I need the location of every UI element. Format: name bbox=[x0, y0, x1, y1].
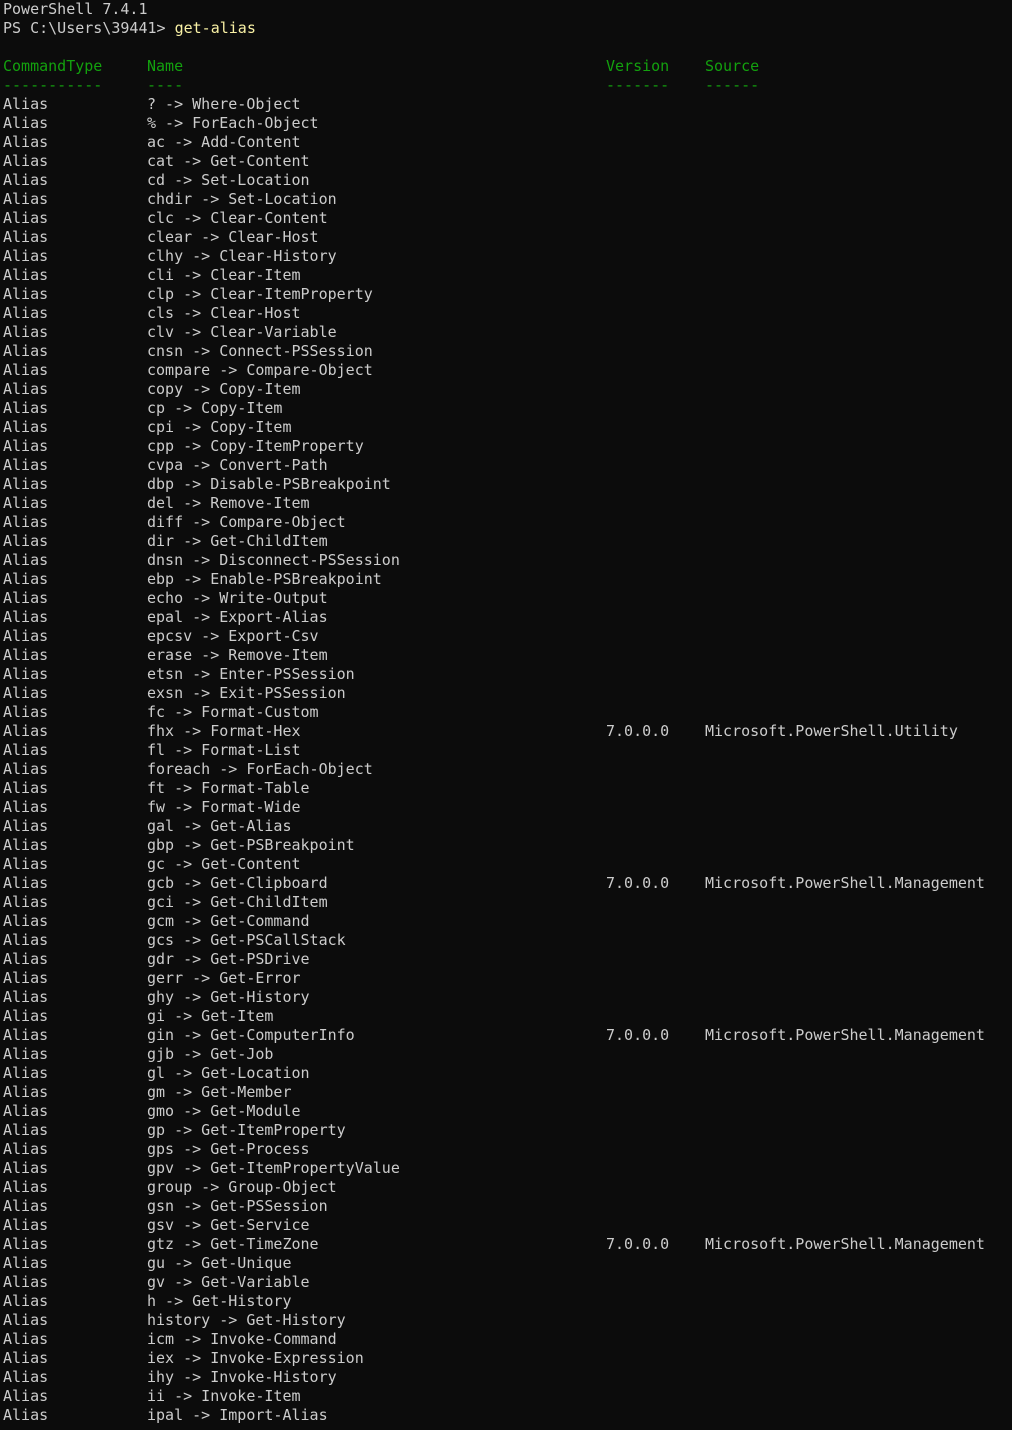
table-row bbox=[3, 874, 1008, 893]
table-row bbox=[3, 760, 1008, 779]
cell-name: cnsn -> Connect-PSSession bbox=[147, 342, 373, 360]
cell-source: Microsoft.PowerShell.Management bbox=[705, 874, 985, 892]
table-row bbox=[3, 1406, 1008, 1425]
cell-name: gc -> Get-Content bbox=[147, 855, 301, 873]
table-row bbox=[3, 437, 1008, 456]
table-row bbox=[3, 912, 1008, 931]
cell-commandtype: Alias bbox=[3, 1045, 49, 1063]
cell-name: ac -> Add-Content bbox=[147, 133, 301, 151]
table-row bbox=[3, 589, 1008, 608]
cell-commandtype: Alias bbox=[3, 190, 49, 208]
table-row bbox=[3, 114, 1008, 133]
powershell-version-line bbox=[3, 0, 1008, 19]
cell-name: cpp -> Copy-ItemProperty bbox=[147, 437, 364, 455]
cell-name: ? -> Where-Object bbox=[147, 95, 301, 113]
cell-name: fl -> Format-List bbox=[147, 741, 301, 759]
table-row bbox=[3, 1178, 1008, 1197]
table-row bbox=[3, 513, 1008, 532]
cell-commandtype: Alias bbox=[3, 1121, 49, 1139]
cell-name: gsn -> Get-PSSession bbox=[147, 1197, 328, 1215]
cell-commandtype: Alias bbox=[3, 133, 49, 151]
cell-commandtype: Alias bbox=[3, 1159, 49, 1177]
table-row bbox=[3, 1235, 1008, 1254]
table-row bbox=[3, 456, 1008, 475]
cell-commandtype: Alias bbox=[3, 209, 49, 227]
cell-name: gci -> Get-ChildItem bbox=[147, 893, 328, 911]
cell-commandtype: Alias bbox=[3, 323, 49, 341]
cell-commandtype: Alias bbox=[3, 171, 49, 189]
table-row bbox=[3, 931, 1008, 950]
table-row bbox=[3, 1102, 1008, 1121]
cell-name: etsn -> Enter-PSSession bbox=[147, 665, 355, 683]
table-row bbox=[3, 1349, 1008, 1368]
cell-commandtype: Alias bbox=[3, 437, 49, 455]
typed-command: get-alias bbox=[174, 19, 256, 37]
cell-name: gdr -> Get-PSDrive bbox=[147, 950, 310, 968]
table-row bbox=[3, 798, 1008, 817]
table-row bbox=[3, 950, 1008, 969]
cell-commandtype: Alias bbox=[3, 551, 49, 569]
table-row bbox=[3, 551, 1008, 570]
table-row bbox=[3, 1197, 1008, 1216]
table-row bbox=[3, 342, 1008, 361]
cell-commandtype: Alias bbox=[3, 1140, 49, 1158]
cell-name: cli -> Clear-Item bbox=[147, 266, 301, 284]
cell-name: ihy -> Invoke-History bbox=[147, 1368, 337, 1386]
cell-commandtype: Alias bbox=[3, 342, 49, 360]
table-row bbox=[3, 133, 1008, 152]
cell-commandtype: Alias bbox=[3, 703, 49, 721]
cell-version: 7.0.0.0 bbox=[606, 1235, 670, 1253]
cell-name: gbp -> Get-PSBreakpoint bbox=[147, 836, 355, 854]
underline-commandtype: ----------- bbox=[3, 76, 103, 94]
table-row bbox=[3, 1368, 1008, 1387]
table-row bbox=[3, 380, 1008, 399]
table-row bbox=[3, 247, 1008, 266]
table-header-row bbox=[3, 57, 1008, 76]
cell-commandtype: Alias bbox=[3, 893, 49, 911]
table-row bbox=[3, 703, 1008, 722]
cell-name: dnsn -> Disconnect-PSSession bbox=[147, 551, 400, 569]
cell-source: Microsoft.PowerShell.Management bbox=[705, 1026, 985, 1044]
cell-commandtype: Alias bbox=[3, 1083, 49, 1101]
cell-name: clhy -> Clear-History bbox=[147, 247, 337, 265]
cell-commandtype: Alias bbox=[3, 285, 49, 303]
cell-commandtype: Alias bbox=[3, 646, 49, 664]
table-row bbox=[3, 1083, 1008, 1102]
cell-commandtype: Alias bbox=[3, 418, 49, 436]
cell-name: ghy -> Get-History bbox=[147, 988, 310, 1006]
cell-name: clp -> Clear-ItemProperty bbox=[147, 285, 373, 303]
table-row bbox=[3, 1387, 1008, 1406]
cell-commandtype: Alias bbox=[3, 855, 49, 873]
prompt: PS C:\Users\39441> bbox=[3, 19, 175, 37]
table-row bbox=[3, 779, 1008, 798]
table-row bbox=[3, 95, 1008, 114]
cell-name: diff -> Compare-Object bbox=[147, 513, 346, 531]
table-header-underline-row bbox=[3, 76, 1008, 95]
cell-commandtype: Alias bbox=[3, 817, 49, 835]
cell-name: h -> Get-History bbox=[147, 1292, 292, 1310]
cell-name: fhx -> Format-Hex bbox=[147, 722, 301, 740]
underline-name: ---- bbox=[147, 76, 184, 94]
cell-commandtype: Alias bbox=[3, 1368, 49, 1386]
table-row bbox=[3, 741, 1008, 760]
cell-commandtype: Alias bbox=[3, 874, 49, 892]
cell-name: ebp -> Enable-PSBreakpoint bbox=[147, 570, 382, 588]
cell-commandtype: Alias bbox=[3, 608, 49, 626]
table-row bbox=[3, 817, 1008, 836]
table-row bbox=[3, 1064, 1008, 1083]
table-row bbox=[3, 608, 1008, 627]
cell-commandtype: Alias bbox=[3, 1007, 49, 1025]
cell-source: Microsoft.PowerShell.Utility bbox=[705, 722, 958, 740]
cell-name: compare -> Compare-Object bbox=[147, 361, 373, 379]
cell-commandtype: Alias bbox=[3, 1235, 49, 1253]
cell-version: 7.0.0.0 bbox=[606, 1026, 670, 1044]
cell-name: exsn -> Exit-PSSession bbox=[147, 684, 346, 702]
cell-commandtype: Alias bbox=[3, 760, 49, 778]
cell-name: icm -> Invoke-Command bbox=[147, 1330, 337, 1348]
cell-name: gcb -> Get-Clipboard bbox=[147, 874, 328, 892]
table-row bbox=[3, 266, 1008, 285]
table-row bbox=[3, 1140, 1008, 1159]
terminal-window[interactable] bbox=[3, 0, 1008, 1425]
cell-commandtype: Alias bbox=[3, 950, 49, 968]
table-row bbox=[3, 627, 1008, 646]
table-row bbox=[3, 1045, 1008, 1064]
cell-commandtype: Alias bbox=[3, 247, 49, 265]
cell-commandtype: Alias bbox=[3, 836, 49, 854]
cell-name: chdir -> Set-Location bbox=[147, 190, 337, 208]
cell-name: ft -> Format-Table bbox=[147, 779, 310, 797]
cell-name: cpi -> Copy-Item bbox=[147, 418, 292, 436]
cell-name: cat -> Get-Content bbox=[147, 152, 310, 170]
cell-name: fc -> Format-Custom bbox=[147, 703, 319, 721]
table-row bbox=[3, 665, 1008, 684]
header-name: Name bbox=[147, 57, 184, 75]
table-row bbox=[3, 646, 1008, 665]
alias-table-body bbox=[3, 95, 1008, 1425]
cell-name: gm -> Get-Member bbox=[147, 1083, 292, 1101]
cell-name: gin -> Get-ComputerInfo bbox=[147, 1026, 355, 1044]
table-row bbox=[3, 532, 1008, 551]
cell-name: fw -> Format-Wide bbox=[147, 798, 301, 816]
cell-name: dir -> Get-ChildItem bbox=[147, 532, 328, 550]
cell-commandtype: Alias bbox=[3, 779, 49, 797]
header-commandtype: CommandType bbox=[3, 57, 103, 75]
cell-commandtype: Alias bbox=[3, 399, 49, 417]
cell-commandtype: Alias bbox=[3, 1273, 49, 1291]
table-row bbox=[3, 1292, 1008, 1311]
cell-commandtype: Alias bbox=[3, 228, 49, 246]
cell-commandtype: Alias bbox=[3, 969, 49, 987]
table-row bbox=[3, 399, 1008, 418]
header-version: Version bbox=[606, 57, 670, 75]
table-row bbox=[3, 893, 1008, 912]
cell-name: gi -> Get-Item bbox=[147, 1007, 274, 1025]
cell-name: clc -> Clear-Content bbox=[147, 209, 328, 227]
cell-commandtype: Alias bbox=[3, 1330, 49, 1348]
cell-name: cp -> Copy-Item bbox=[147, 399, 283, 417]
cell-commandtype: Alias bbox=[3, 1387, 49, 1405]
table-row bbox=[3, 475, 1008, 494]
underline-source: ------ bbox=[705, 76, 760, 94]
cell-name: history -> Get-History bbox=[147, 1311, 346, 1329]
cell-name: group -> Group-Object bbox=[147, 1178, 337, 1196]
table-row bbox=[3, 722, 1008, 741]
table-row bbox=[3, 418, 1008, 437]
cell-name: gl -> Get-Location bbox=[147, 1064, 310, 1082]
table-row bbox=[3, 969, 1008, 988]
table-row bbox=[3, 570, 1008, 589]
cell-commandtype: Alias bbox=[3, 380, 49, 398]
cell-commandtype: Alias bbox=[3, 304, 49, 322]
cell-commandtype: Alias bbox=[3, 513, 49, 531]
cell-commandtype: Alias bbox=[3, 665, 49, 683]
cell-commandtype: Alias bbox=[3, 532, 49, 550]
cell-name: % -> ForEach-Object bbox=[147, 114, 319, 132]
blank-line bbox=[3, 38, 1008, 57]
cell-name: dbp -> Disable-PSBreakpoint bbox=[147, 475, 391, 493]
table-row bbox=[3, 209, 1008, 228]
cell-commandtype: Alias bbox=[3, 114, 49, 132]
table-row bbox=[3, 684, 1008, 703]
cell-commandtype: Alias bbox=[3, 494, 49, 512]
cell-commandtype: Alias bbox=[3, 475, 49, 493]
table-row bbox=[3, 323, 1008, 342]
cell-name: gu -> Get-Unique bbox=[147, 1254, 292, 1272]
cell-name: cls -> Clear-Host bbox=[147, 304, 301, 322]
table-row bbox=[3, 1216, 1008, 1235]
table-row bbox=[3, 1026, 1008, 1045]
cell-version: 7.0.0.0 bbox=[606, 874, 670, 892]
cell-commandtype: Alias bbox=[3, 988, 49, 1006]
cell-name: gsv -> Get-Service bbox=[147, 1216, 310, 1234]
cell-name: gpv -> Get-ItemPropertyValue bbox=[147, 1159, 400, 1177]
cell-commandtype: Alias bbox=[3, 1406, 49, 1424]
version-banner: PowerShell 7.4.1 bbox=[3, 0, 148, 18]
table-row bbox=[3, 228, 1008, 247]
cell-commandtype: Alias bbox=[3, 912, 49, 930]
table-row bbox=[3, 1159, 1008, 1178]
table-row bbox=[3, 171, 1008, 190]
table-row bbox=[3, 1121, 1008, 1140]
underline-version: ------- bbox=[606, 76, 670, 94]
cell-version: 7.0.0.0 bbox=[606, 722, 670, 740]
table-row bbox=[3, 855, 1008, 874]
cell-name: clv -> Clear-Variable bbox=[147, 323, 337, 341]
cell-name: gcm -> Get-Command bbox=[147, 912, 310, 930]
table-row bbox=[3, 285, 1008, 304]
table-row bbox=[3, 494, 1008, 513]
cell-name: gp -> Get-ItemProperty bbox=[147, 1121, 346, 1139]
cell-commandtype: Alias bbox=[3, 1349, 49, 1367]
cell-commandtype: Alias bbox=[3, 741, 49, 759]
cell-commandtype: Alias bbox=[3, 1064, 49, 1082]
cell-name: cd -> Set-Location bbox=[147, 171, 310, 189]
cell-name: gmo -> Get-Module bbox=[147, 1102, 301, 1120]
cell-commandtype: Alias bbox=[3, 1292, 49, 1310]
cell-commandtype: Alias bbox=[3, 1254, 49, 1272]
cell-commandtype: Alias bbox=[3, 266, 49, 284]
table-row bbox=[3, 1273, 1008, 1292]
cell-name: epcsv -> Export-Csv bbox=[147, 627, 319, 645]
cell-commandtype: Alias bbox=[3, 684, 49, 702]
table-row bbox=[3, 190, 1008, 209]
cell-commandtype: Alias bbox=[3, 931, 49, 949]
cell-name: clear -> Clear-Host bbox=[147, 228, 319, 246]
cell-name: gps -> Get-Process bbox=[147, 1140, 310, 1158]
table-row bbox=[3, 988, 1008, 1007]
cell-name: gerr -> Get-Error bbox=[147, 969, 301, 987]
table-row bbox=[3, 361, 1008, 380]
cell-commandtype: Alias bbox=[3, 722, 49, 740]
cell-name: echo -> Write-Output bbox=[147, 589, 328, 607]
table-row bbox=[3, 1254, 1008, 1273]
table-row bbox=[3, 1330, 1008, 1349]
header-source: Source bbox=[705, 57, 760, 75]
cell-name: gtz -> Get-TimeZone bbox=[147, 1235, 319, 1253]
cell-commandtype: Alias bbox=[3, 1102, 49, 1120]
table-row bbox=[3, 152, 1008, 171]
cell-name: del -> Remove-Item bbox=[147, 494, 310, 512]
cell-name: ipal -> Import-Alias bbox=[147, 1406, 328, 1424]
cell-commandtype: Alias bbox=[3, 627, 49, 645]
cell-name: copy -> Copy-Item bbox=[147, 380, 301, 398]
cell-name: gv -> Get-Variable bbox=[147, 1273, 310, 1291]
cell-commandtype: Alias bbox=[3, 1026, 49, 1044]
cell-name: ii -> Invoke-Item bbox=[147, 1387, 301, 1405]
cell-name: foreach -> ForEach-Object bbox=[147, 760, 373, 778]
cell-name: cvpa -> Convert-Path bbox=[147, 456, 328, 474]
cell-commandtype: Alias bbox=[3, 95, 49, 113]
table-row bbox=[3, 1007, 1008, 1026]
table-row bbox=[3, 304, 1008, 323]
cell-name: gcs -> Get-PSCallStack bbox=[147, 931, 346, 949]
cell-commandtype: Alias bbox=[3, 589, 49, 607]
table-row bbox=[3, 836, 1008, 855]
prompt-line bbox=[3, 19, 1008, 38]
cell-commandtype: Alias bbox=[3, 152, 49, 170]
cell-name: gjb -> Get-Job bbox=[147, 1045, 274, 1063]
cell-commandtype: Alias bbox=[3, 456, 49, 474]
cell-commandtype: Alias bbox=[3, 1216, 49, 1234]
cell-source: Microsoft.PowerShell.Management bbox=[705, 1235, 985, 1253]
cell-commandtype: Alias bbox=[3, 361, 49, 379]
cell-name: epal -> Export-Alias bbox=[147, 608, 328, 626]
cell-commandtype: Alias bbox=[3, 570, 49, 588]
cell-commandtype: Alias bbox=[3, 1178, 49, 1196]
cell-name: iex -> Invoke-Expression bbox=[147, 1349, 364, 1367]
cell-commandtype: Alias bbox=[3, 798, 49, 816]
cell-commandtype: Alias bbox=[3, 1197, 49, 1215]
table-row bbox=[3, 1311, 1008, 1330]
cell-name: erase -> Remove-Item bbox=[147, 646, 328, 664]
cell-name: gal -> Get-Alias bbox=[147, 817, 292, 835]
cell-commandtype: Alias bbox=[3, 1311, 49, 1329]
